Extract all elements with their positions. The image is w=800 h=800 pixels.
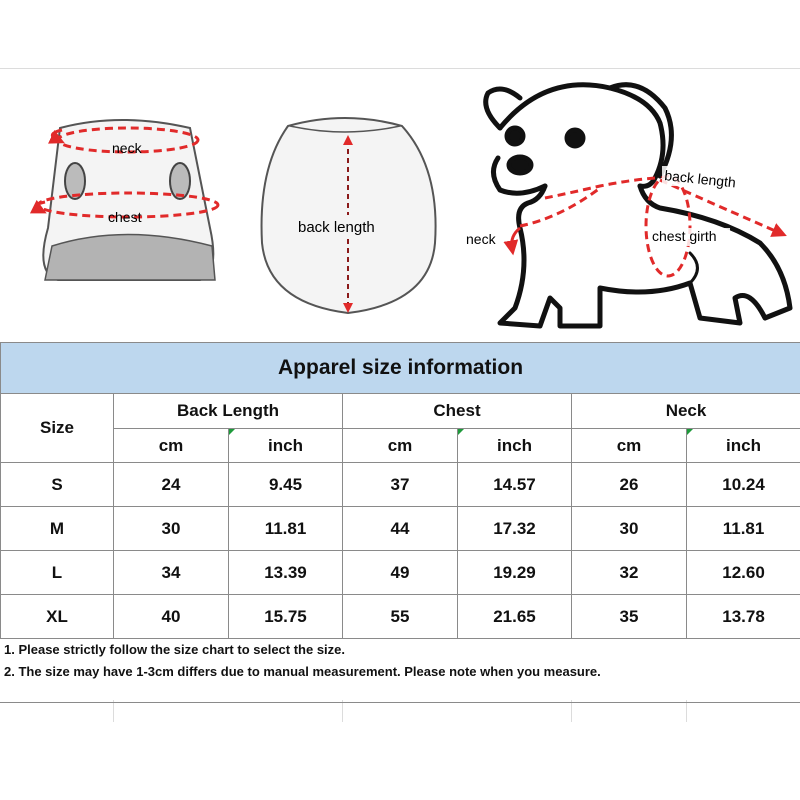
value-cell: 12.60 [687, 551, 800, 595]
grid-tick [113, 700, 114, 722]
group-header-neck: Neck [572, 394, 800, 429]
grid-tick [686, 700, 687, 722]
unit-header [458, 429, 572, 463]
unit-header: cm [343, 429, 458, 463]
unit-header: cm [572, 429, 687, 463]
size-table [0, 342, 800, 639]
vest-front-drawing [36, 120, 218, 280]
value-cell: 40 [114, 595, 229, 639]
unit-header: cm [114, 429, 229, 463]
value-cell: 37 [343, 463, 458, 507]
table-row [1, 551, 800, 595]
table-title: Apparel size information [1, 343, 800, 394]
dog-chest-girth-ring [646, 176, 690, 276]
neck-label: neck [112, 140, 142, 156]
value-cell: 35 [572, 595, 687, 639]
table-row [1, 463, 800, 507]
value-cell: 30 [572, 507, 687, 551]
measurement-illustration [0, 68, 800, 340]
dog-nose [509, 157, 531, 173]
dog-body [500, 186, 790, 326]
dog-neck-label: neck [466, 231, 496, 247]
dog-back-length-label: back length [663, 167, 737, 191]
dog-drawing [486, 85, 790, 326]
unit-header [687, 429, 800, 463]
cell-comment-mark [458, 429, 464, 435]
dog-eye-left [507, 128, 523, 144]
value-cell: 44 [343, 507, 458, 551]
value-cell: 11.81 [687, 507, 800, 551]
value-cell: 32 [572, 551, 687, 595]
value-cell: 30 [114, 507, 229, 551]
chest-label: chest [108, 209, 142, 225]
value-cell: 14.57 [458, 463, 572, 507]
back-length-label: back length [298, 219, 375, 236]
size-cell: L [1, 551, 114, 595]
value-cell: 19.29 [458, 551, 572, 595]
table-row [1, 595, 800, 639]
cell-comment-mark [229, 429, 235, 435]
value-cell: 11.81 [229, 507, 343, 551]
notes-section [0, 636, 800, 703]
dog-eye-right [567, 130, 583, 146]
cell-comment-mark [687, 429, 693, 435]
group-header-back-length: Back Length [114, 394, 343, 429]
value-cell: 15.75 [229, 595, 343, 639]
value-cell: 13.39 [229, 551, 343, 595]
value-cell: 34 [114, 551, 229, 595]
unit-header-text: inch [497, 435, 532, 455]
note-line-2: 2. The size may have 1-3cm differs due to manual measurement. Please note when you measure. [4, 664, 601, 679]
chest-arrow [36, 202, 45, 210]
unit-header-text: inch [268, 435, 303, 455]
value-cell: 55 [343, 595, 458, 639]
left-leg-hole [65, 163, 85, 199]
vest-front-belly [45, 235, 215, 281]
size-cell: XL [1, 595, 114, 639]
size-cell: M [1, 507, 114, 551]
size-cell: S [1, 463, 114, 507]
note-line-1: 1. Please strictly follow the size chart to select the size. [4, 642, 346, 657]
value-cell: 10.24 [687, 463, 800, 507]
value-cell: 13.78 [687, 595, 800, 639]
unit-header [229, 429, 343, 463]
dog-measure-lines [512, 176, 780, 276]
value-cell: 17.32 [458, 507, 572, 551]
right-leg-hole [170, 163, 190, 199]
grid-tick [571, 700, 572, 722]
value-cell: 9.45 [229, 463, 343, 507]
vest-back-drawing [262, 118, 436, 313]
size-header: Size [1, 394, 114, 463]
table-row [1, 507, 800, 551]
grid-tick [342, 700, 343, 722]
value-cell: 24 [114, 463, 229, 507]
value-cell: 21.65 [458, 595, 572, 639]
group-header-chest: Chest [343, 394, 572, 429]
unit-header-text: inch [726, 435, 761, 455]
value-cell: 26 [572, 463, 687, 507]
value-cell: 49 [343, 551, 458, 595]
dog-chest-girth-label: chest girth [652, 228, 717, 244]
